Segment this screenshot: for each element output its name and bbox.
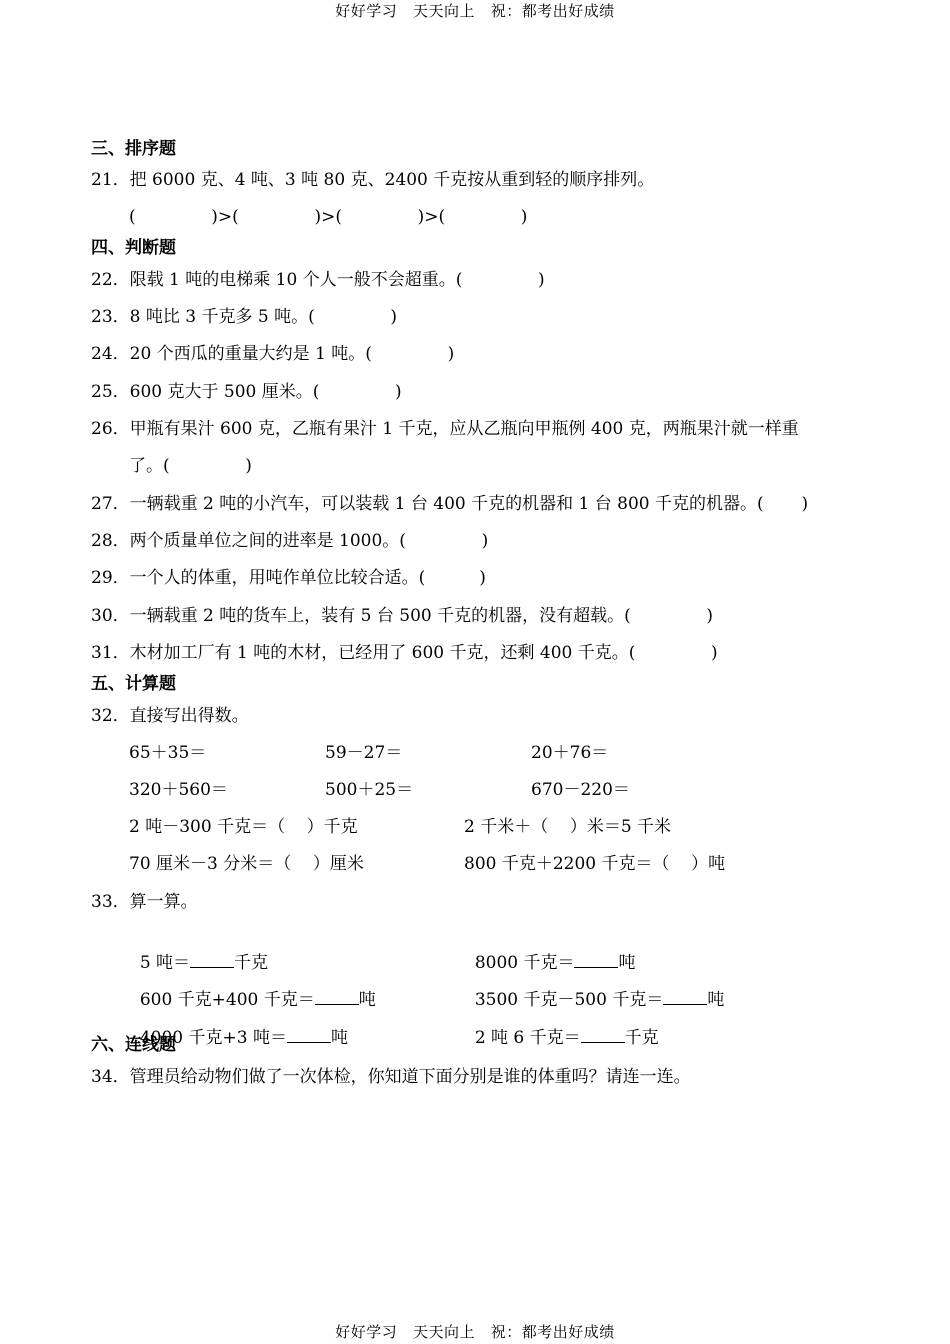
calc-item: 59－27＝ [325,743,403,763]
question-26-line2: 了。( ) [129,456,252,476]
question-29: 29．一个人的体重，用吨作单位比较合适。( ) [91,568,486,588]
section-title-calculation: 五、计算题 [91,674,176,694]
calc-item: 2 吨－300 千克＝（ ）千克 [129,817,358,837]
answer-blank[interactable] [287,1026,331,1043]
question-31: 31．木材加工厂有 1 吨的木材，已经用了 600 千克，还剩 400 千克。( ) [91,643,718,663]
question-24: 24．20 个西瓜的重量大约是 1 吨。( ) [91,344,455,364]
fill-item-unit: 吨 [618,953,636,973]
page-footer: 好好学习 天天向上 祝：都考出好成绩 [335,1323,615,1341]
fill-item-prefix: 4000 千克+3 吨＝ [139,1028,287,1048]
fill-item-unit: 千克 [234,953,269,973]
calc-item: 65＋35＝ [129,743,207,763]
question-25: 25．600 克大于 500 厘米。( ) [91,382,402,402]
fill-item-prefix: 5 吨＝ [139,953,191,973]
question-22: 22．限载 1 吨的电梯乘 10 个人一般不会超重。( ) [91,270,545,290]
question-21-answer-slots: ( )>( )>( )>( ) [129,207,528,227]
calc-item: 2 千米＋（ ）米＝5 千米 [464,817,672,837]
question-26-line1: 26．甲瓶有果汁 600 克，乙瓶有果汁 1 千克，应从乙瓶向甲瓶例 400 克，两瓶果汁就一样重 [91,419,799,439]
calc-item: 320＋560＝ [129,780,228,800]
section-title-matching: 六、连线题 [91,1035,176,1055]
calc-item: 70 厘米－3 分米＝（ ）厘米 [129,854,364,874]
question-32: 32．直接写出得数。 [91,706,249,726]
fill-item-unit: 吨 [707,990,725,1010]
section-title-judgment: 四、判断题 [91,238,176,258]
question-21: 21．把 6000 克、4 吨、3 吨 80 克、2400 千克按从重到轻的顺序排列。 [91,170,655,190]
question-30: 30．一辆载重 2 吨的货车上，装有 5 台 500 千克的机器，没有超载。( ) [91,606,714,626]
question-33: 33．算一算。 [91,892,198,912]
fill-item-prefix: 3500 千克－500 千克＝ [474,990,664,1010]
fill-item-unit: 千克 [624,1028,659,1048]
calc-item: 500＋25＝ [325,780,414,800]
fill-item-prefix: 8000 千克＝ [474,953,575,973]
question-27: 27．一辆载重 2 吨的小汽车，可以装载 1 台 400 千克的机器和 1 台 800 千克的机器。( ) [91,494,809,514]
fill-item-prefix: 600 千克+400 千克＝ [139,990,315,1010]
answer-blank[interactable] [663,988,707,1005]
question-28: 28．两个质量单位之间的进率是 1000。( ) [91,531,489,551]
calc-item: 800 千克＋2200 千克＝（ ）吨 [464,854,726,874]
section-title-sorting: 三、排序题 [91,139,176,159]
fill-item [464,1002,659,1050]
calc-item: 670－220＝ [531,780,630,800]
page-header: 好好学习 天天向上 祝：都考出好成绩 [335,2,615,20]
question-23: 23．8 吨比 3 千克多 5 吨。( ) [91,307,398,327]
fill-item-unit: 吨 [330,1028,348,1048]
fill-item-unit: 吨 [358,990,376,1010]
answer-blank[interactable] [581,1026,625,1043]
fill-item-prefix: 2 吨 6 千克＝ [474,1028,581,1048]
calc-item: 20＋76＝ [531,743,609,763]
question-34: 34．管理员给动物们做了一次体检，你知道下面分别是谁的体重吗？请连一连。 [91,1067,691,1087]
